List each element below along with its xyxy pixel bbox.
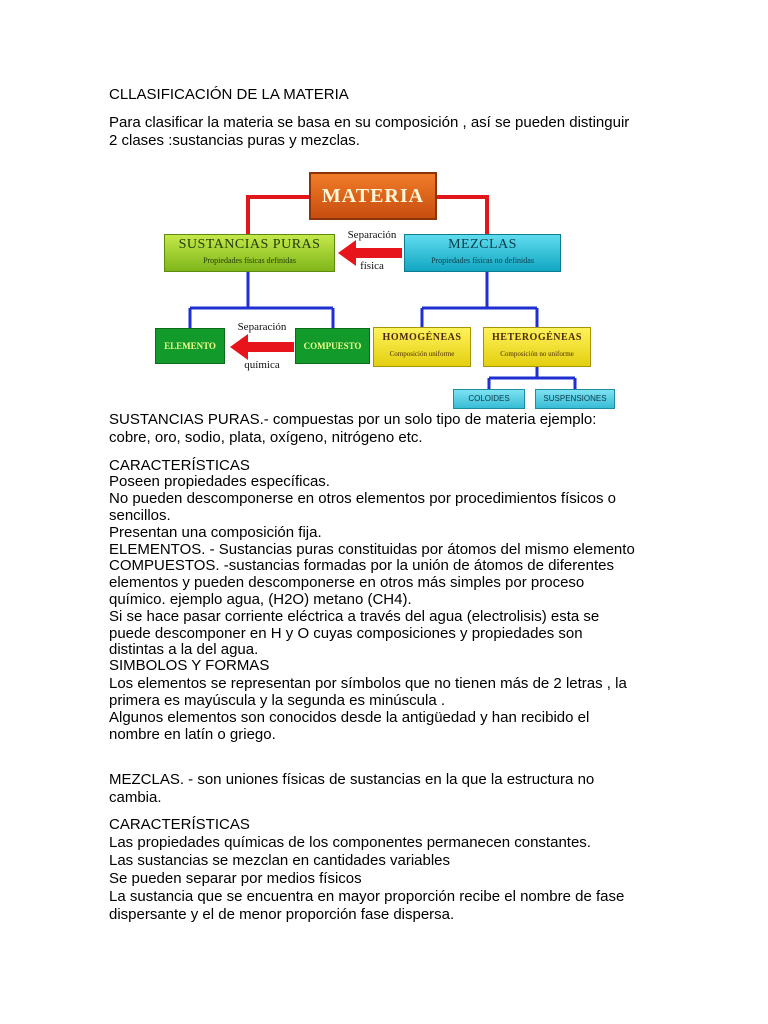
node-homogeneas-title: HOMOGÉNEAS xyxy=(382,332,462,343)
caract2-line-4: Se pueden separar por medios físicos xyxy=(109,870,362,887)
caract2-line-3: Las sustancias se mezclan en cantidades variables xyxy=(109,852,451,869)
node-mezclas-title: MEZCLAS xyxy=(448,237,517,252)
node-coloides: COLOIDES xyxy=(453,389,525,409)
label-separacion-fisica-2: física xyxy=(360,260,384,272)
connector-mezclas-children xyxy=(422,272,537,327)
label-separacion-quimica-2: química xyxy=(244,359,280,371)
caract1-line-16: Algunos elementos son conocidos desde la antigüedad y han recibido el xyxy=(109,709,590,726)
caract1-line-2: Poseen propiedades específicas. xyxy=(109,473,330,490)
node-homogeneas xyxy=(373,327,471,367)
intro-line-2: 2 clases :sustancias puras y mezclas. xyxy=(109,132,360,149)
caract1-line-5: Presentan una composición fija. xyxy=(109,524,322,541)
caract1-line-17: nombre en latín o griego. xyxy=(109,726,276,743)
caract1-line-6: ELEMENTOS. - Sustancias puras constituidas por átomos del mismo elemento xyxy=(109,541,635,558)
caract1-line-13: SIMBOLOS Y FORMAS xyxy=(109,657,270,674)
label-separacion-quimica-1: Separación xyxy=(237,321,287,333)
caract1-line-14: Los elementos se representan por símbolos que no tienen más de 2 letras , la xyxy=(109,675,627,692)
document-title: CLLASIFICACIÓN DE LA MATERIA xyxy=(109,86,349,103)
node-suspensiones: SUSPENSIONES xyxy=(535,389,615,409)
caract2-line-6: dispersante y el de menor proporción fase dispersa. xyxy=(109,906,455,923)
node-sustancias-puras-title: SUSTANCIAS PURAS xyxy=(178,237,321,252)
intro-line-1: Para clasificar la materia se basa en su composición , así se pueden distinguir xyxy=(109,114,630,131)
label-separacion-fisica-1: Separación xyxy=(347,229,397,241)
sustancias-line-1: SUSTANCIAS PURAS.- compuestas por un solo tipo de materia ejemplo: xyxy=(109,411,597,428)
node-homogeneas-sub: Composición uniforme xyxy=(389,350,455,358)
caract1-line-4: sencillos. xyxy=(109,507,171,524)
caract2-line-2: Las propiedades químicas de los componentes permanecen constantes. xyxy=(109,834,591,851)
arrow-separacion-quimica-icon xyxy=(230,334,294,360)
node-mezclas-sub: Propiedades físicas no definidas xyxy=(431,256,534,265)
caract1-line-1: CARACTERÍSTICAS xyxy=(109,457,250,474)
node-compuesto: COMPUESTO xyxy=(295,328,370,364)
caract1-line-9: químico. ejemplo agua, (H2O) metano (CH4). xyxy=(109,591,412,608)
node-heterogeneas xyxy=(483,327,591,367)
connector-sustancias-children xyxy=(190,272,333,328)
caract1-line-11: puede descomponer en H y O cuyas composiciones y propiedades son xyxy=(109,625,583,642)
connector-materia-sustancias xyxy=(248,197,309,234)
node-sustancias-puras xyxy=(164,234,335,272)
caract1-line-8: elementos y pueden descomponerse en otros más simples por proceso xyxy=(109,574,585,591)
classification-diagram xyxy=(150,160,616,410)
connector-heterogeneas-children xyxy=(489,367,575,389)
sustancias-line-2: cobre, oro, sodio, plata, oxígeno, nitrógeno etc. xyxy=(109,429,423,446)
mezclas-line-1: MEZCLAS. - son uniones físicas de sustancias en la que la estructura no xyxy=(109,771,595,788)
caract1-line-10: Si se hace pasar corriente eléctrica a través del agua (electrolisis) esta se xyxy=(109,608,600,625)
node-mezclas xyxy=(404,234,561,272)
caract1-line-7: COMPUESTOS. -sustancias formadas por la unión de átomos de diferentes xyxy=(109,557,614,574)
node-materia: MATERIA xyxy=(309,172,437,220)
node-elemento: ELEMENTO xyxy=(155,328,225,364)
node-sustancias-puras-sub: Propiedades físicas definidas xyxy=(203,256,296,265)
caract2-line-1: CARACTERÍSTICAS xyxy=(109,816,250,833)
caract2-line-5: La sustancia que se encuentra en mayor proporción recibe el nombre de fase xyxy=(109,888,625,905)
caract1-line-15: primera es mayúscula y la segunda es minúscula . xyxy=(109,692,445,709)
mezclas-line-2: cambia. xyxy=(109,789,162,806)
caract1-line-3: No pueden descomponerse en otros elementos por procedimientos físicos o xyxy=(109,490,616,507)
node-heterogeneas-title: HETEROGÉNEAS xyxy=(492,332,582,343)
connector-materia-mezclas xyxy=(437,197,487,234)
node-heterogeneas-sub: Composición no uniforme xyxy=(500,350,574,358)
caract1-line-12: distintas a la del agua. xyxy=(109,641,259,658)
